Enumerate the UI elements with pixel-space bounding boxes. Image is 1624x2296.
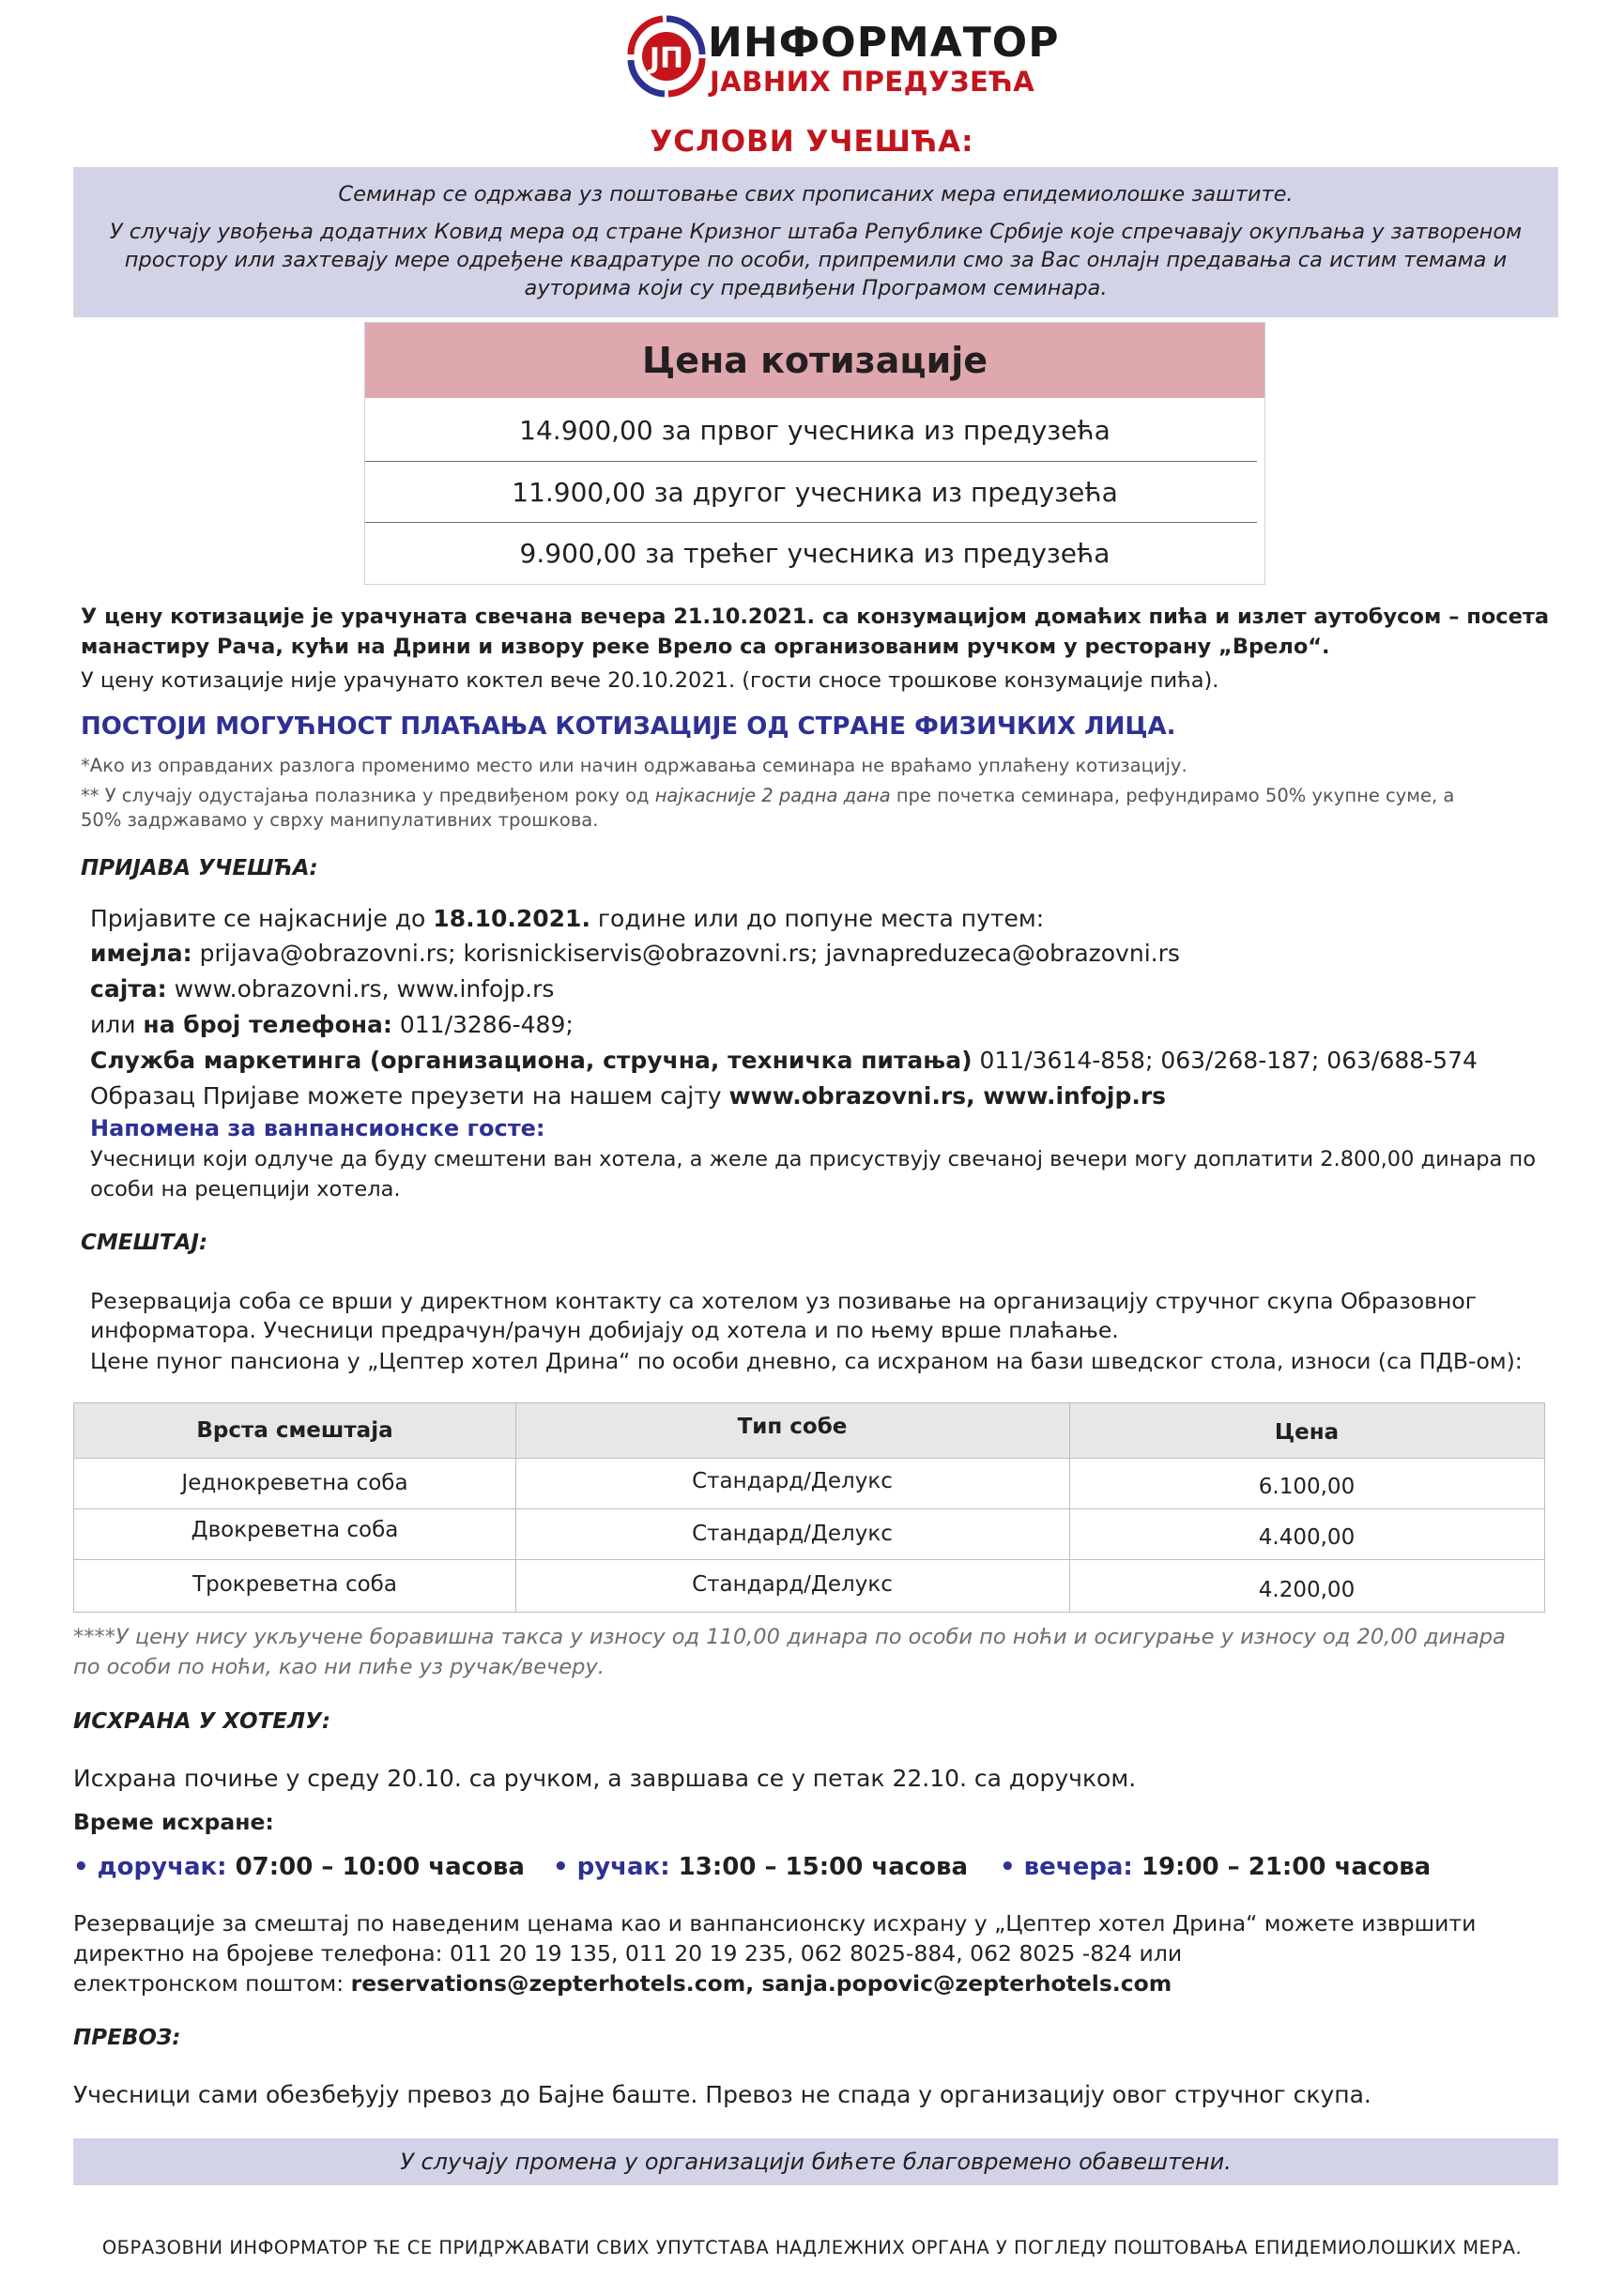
transport-line: Учесници сами обезбеђују превоз до Бајне баште. Превоз не спада у организацију овог стручног скупа. [73, 2081, 1371, 2108]
reservation-line: Резервације за смештај по наведеним ценама као и ванпансионску исхрану у „Цептер хотел Дрина“ можете извршити [73, 1910, 1477, 1936]
conditions-box [73, 167, 1558, 317]
logo-title: ИНФОРМАТОР [708, 19, 1060, 67]
table-cell: 6.100,00 [1258, 1475, 1356, 1499]
table-header-cell: Врста смештаја [196, 1418, 393, 1443]
note-line: ** У случају одустајања полазника у предвиђеном року од најкасније 2 радна дана пре почетка семинара, рефундирамо 50% укупне суме, а [81, 785, 1455, 806]
table-cell: 4.200,00 [1258, 1578, 1356, 1602]
accommodation-line: информатора. Учесници предрачун/рачун добијају од хотела и по њему врше плаћање. [90, 1317, 1119, 1343]
logo [627, 11, 1060, 101]
included-line: манастиру Рача, кући на Дрини и извору реке Врело са организованим ручком у ресторану „Врело“. [81, 635, 1330, 659]
table-cell: Стандард/Делукс [692, 1469, 893, 1493]
footer-text: ОБРАЗОВНИ ИНФОРМАТОР ЋЕ СЕ ПРИДРЖАВАТИ СВИХ УПУТСТАВА НАДЛЕЖНИХ ОРГАНА У ПОГЛЕДУ ПОШТОВАЊА ЕПИДЕМИОЛОШКИХ МЕРА. [101, 2237, 1523, 2258]
meals-title: ИСХРАНА У ХОТЕЛУ: [73, 1709, 331, 1734]
logo-emblem-icon [627, 15, 706, 99]
registration-email: имејла: prijava@obrazovni.rs; korisnickiservis@obrazovni.rs; javnapreduzeca@obrazovni.rs [90, 940, 1180, 967]
registration-site: сајта: www.obrazovni.rs, www.infojp.rs [90, 975, 555, 1003]
nonresident-title: Напомена за ванпансионске госте: [90, 1115, 545, 1141]
conditions-title: УСЛОВИ УЧЕШЋА: [650, 125, 974, 159]
registration-marketing: Служба маркетинга (организациона, стручна, техничка питања) 011/3614-858; 063/268-187; 063/688-574 [90, 1047, 1478, 1074]
conditions-line: Семинар се одржава уз поштовање свих прописаних мера епидемиолошке заштите. [338, 182, 1294, 207]
table-cell: 4.400,00 [1258, 1525, 1356, 1550]
table-cell: Стандард/Делукс [692, 1522, 893, 1546]
conditions-line: простору или захтевају мере одређене квадратуре по особи, припремили смо за Вас онлајн предавања са истим темама и [124, 248, 1508, 272]
physical-persons-payment: ПОСТОЈИ МОГУЋНОСТ ПЛАЋАЊА КОТИЗАЦИЈЕ ОД СТРАНЕ ФИЗИЧКИХ ЛИЦА. [81, 712, 1176, 741]
conditions-line: У случају увођења додатних Ковид мера од стране Кризног штаба Републике Србије које спречавају окупљања у затвореном [109, 220, 1523, 244]
nonresident-line: Учесници који одлуче да буду смештени ван хотела, а желе да присуствују свечаној вечери могу доплатити 2.800,00 динара по [90, 1147, 1536, 1171]
registration-phone: или на број телефона: 011/3286-489; [90, 1011, 574, 1038]
table-cell: Стандард/Делукс [692, 1572, 893, 1597]
nonresident-line: особи на рецепцији хотела. [90, 1177, 401, 1202]
price-row: 11.900,00 за другог учесника из предузећа [512, 476, 1118, 508]
transport-title: ПРЕВОЗ: [73, 2026, 181, 2050]
registration-title: ПРИЈАВА УЧЕШЋА: [81, 856, 318, 880]
conditions-line: ауторима који су предвиђени Програмом семинара. [524, 276, 1108, 300]
price-table [364, 322, 1265, 585]
meals-line: Исхрана почиње у среду 20.10. са ручком, а завршава се у петак 22.10. са доручком. [73, 1765, 1137, 1792]
tax-note: по особи по ноћи, као ни пиће уз ручак/вечеру. [73, 1655, 605, 1679]
included-line: У цену котизације је урачуната свечана вечера 21.10.2021. са конзумацијом домаћих пића и излет аутобусом – посета [81, 605, 1550, 629]
tax-note: ****У цену нису укључене боравишна такса у износу од 110,00 динара по особи по ноћи и осигурање у износу од 20,00 динара [73, 1625, 1506, 1649]
price-row: 9.900,00 за трећег учесника из предузећа [519, 537, 1111, 569]
price-table-title: Цена котизације [365, 323, 1264, 398]
dinner-time: 19:00 – 21:00 часова [1132, 1853, 1432, 1881]
lunch-time: 13:00 – 15:00 часова [669, 1853, 969, 1881]
meal-times-label: Време исхране: [73, 1809, 274, 1835]
meal-times [73, 1853, 1431, 1881]
reservation-line: електронском поштом: reservations@zepterhotels.com, sanja.popovic@zepterhotels.com [73, 1970, 1172, 1997]
logo-mark-text: ЈП [649, 42, 684, 75]
table-cell: Једнокреветна соба [181, 1471, 408, 1495]
dinner-label: • вечера: [1000, 1853, 1133, 1881]
price-row: 14.900,00 за првог учесника из предузећа [519, 414, 1111, 446]
breakfast-label: • доручак: [73, 1853, 227, 1881]
table-cell: Двокреветна соба [191, 1518, 399, 1542]
registration-deadline: Пријавите се најкасније до 18.10.2021. године или до попуне места путем: [90, 905, 1045, 932]
accommodation-line: Цене пуног пансиона у „Цептер хотел Дрина“ по особи дневно, са исхраном на бази шведског стола, износи (са ПДВ-ом): [90, 1348, 1523, 1374]
table-cell: Трокреветна соба [192, 1572, 397, 1597]
table-header-cell: Цена [1274, 1420, 1340, 1445]
logo-subtitle: ЈАВНИХ ПРЕДУЗЕЋА [710, 66, 1035, 98]
reservation-line: директно на бројеве телефона: 011 20 19 135, 011 20 19 235, 062 8025-884, 062 8025 -824 или [73, 1940, 1183, 1967]
registration-form: Образац Пријаве можете преузети на нашем сајту www.obrazovni.rs, www.infojp.rs [90, 1082, 1167, 1110]
accommodation-table [73, 1402, 1545, 1613]
note-line: *Ако из оправданих разлога променимо место или начин одржавања семинара не враћамо уплаћену котизацију. [81, 755, 1187, 776]
not-included-line: У цену котизације није урачунато коктел вече 20.10.2021. (гости сносе трошкове конзумације пића). [81, 668, 1219, 693]
accommodation-title: СМЕШТАЈ: [81, 1231, 208, 1255]
changes-notice: У случају промена у организацији бићете благовремено обавештени. [73, 2138, 1558, 2185]
lunch-label: • ручак: [552, 1853, 670, 1881]
accommodation-line: Резервација соба се врши у директном контакту са хотелом уз позивање на организацију стручног скупа Образовног [90, 1288, 1478, 1314]
table-header-cell: Тип собе [737, 1415, 848, 1439]
note-line: 50% задржавамо у сврху манипулативних трошкова. [81, 809, 599, 831]
breakfast-time: 07:00 – 10:00 часова [226, 1853, 525, 1881]
